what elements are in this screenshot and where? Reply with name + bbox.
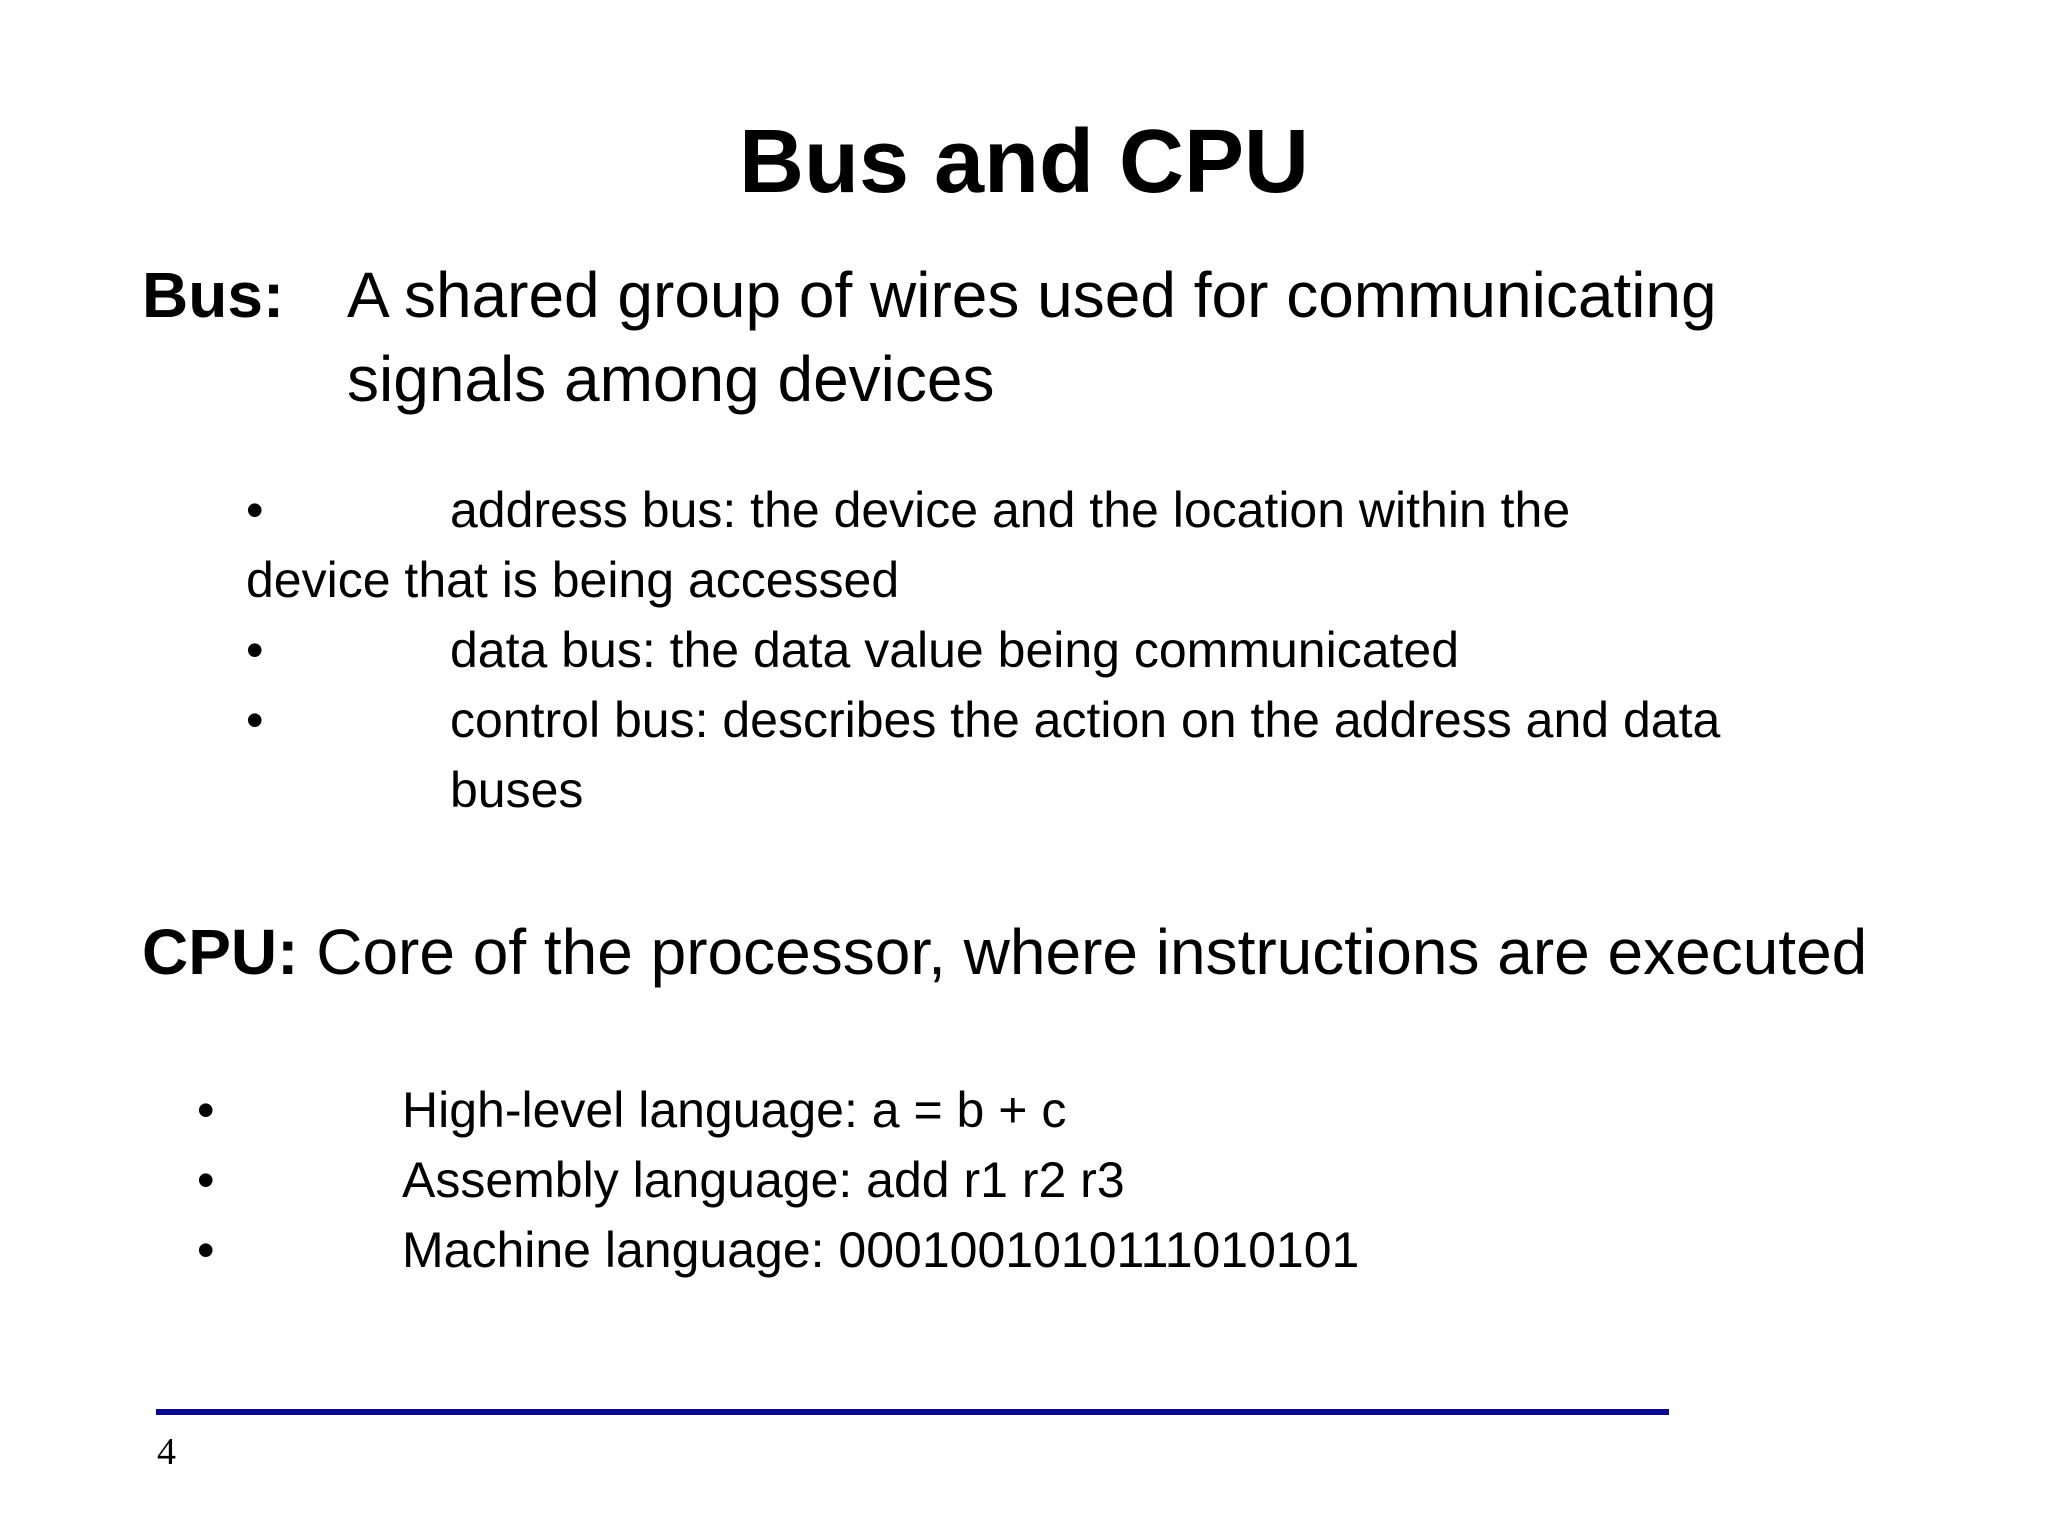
address-bus-text-line-1: address bus: the device and the location within the xyxy=(450,482,1571,538)
slide-title: Bus and CPU xyxy=(738,112,1310,212)
data-bus-text: data bus: the data value being communicated xyxy=(450,622,1460,678)
bullet-icon: • xyxy=(197,1222,215,1278)
bullet-icon: • xyxy=(197,1082,215,1138)
bullet-icon: • xyxy=(197,1152,215,1208)
bullet-icon: • xyxy=(246,692,264,748)
control-bus-text-line-2: buses xyxy=(450,762,584,818)
cpu-definition-row xyxy=(142,910,1867,994)
cpu-definition: Core of the processor, where instructions are executed xyxy=(316,916,1868,988)
cpu-term: CPU: xyxy=(142,916,299,988)
bullet-icon: • xyxy=(246,482,264,538)
page-number: 4 xyxy=(157,1431,176,1473)
bus-definition-line-1: A shared group of wires used for communicating xyxy=(347,259,1717,331)
footer-rule xyxy=(156,1409,1669,1415)
bus-definition-line-2: signals among devices xyxy=(347,343,995,415)
machine-language-text: Machine language: 0001001010111010101 xyxy=(402,1222,1360,1278)
address-bus-text-line-2: device that is being accessed xyxy=(246,552,900,608)
bullet-icon: • xyxy=(246,622,264,678)
bus-term: Bus: xyxy=(142,259,285,331)
assembly-language-text: Assembly language: add r1 r2 r3 xyxy=(402,1152,1125,1208)
control-bus-text-line-1: control bus: describes the action on the address and data xyxy=(450,692,1721,748)
high-level-language-text: High-level language: a = b + c xyxy=(402,1082,1067,1138)
